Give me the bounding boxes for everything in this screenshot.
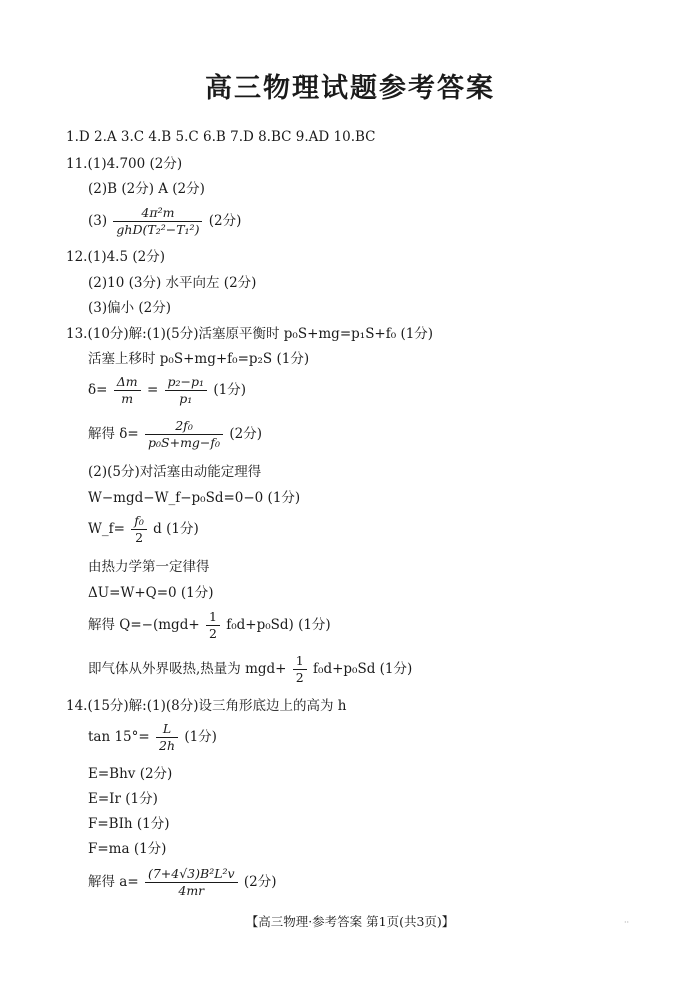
- q11-part3-label: (3): [88, 213, 108, 229]
- delta-result-label: 解得 δ=: [88, 426, 139, 442]
- q13-line-5: (2)(5分)对活塞由动能定理得: [88, 464, 262, 480]
- q-result-fraction: [206, 609, 220, 642]
- heat-conclusion-numerator: 1: [293, 653, 307, 670]
- delta-result-numerator: 2f₀: [145, 418, 223, 435]
- q11-line-3: [88, 205, 241, 238]
- q13-line-4: [88, 418, 262, 451]
- page-title: 高三物理试题参考答案: [205, 73, 495, 104]
- wf-fraction-denominator: 2: [135, 530, 144, 545]
- q11-fraction-denominator: ghD(T₂²−T₁²): [116, 222, 200, 237]
- delta-equals-sign: =: [146, 382, 159, 398]
- q14-line-1: 14.(15分)解:(1)(8分)设三角形底边上的高为 h: [66, 698, 347, 714]
- q11-line-2: (2)B (2分) A (2分): [88, 181, 205, 197]
- tan-fraction-numerator: L: [156, 721, 178, 738]
- delta-result-denominator: p₀S+mg−f₀: [148, 435, 221, 450]
- q13-line-3: [88, 374, 246, 407]
- q13-line-9: ΔU=W+Q=0 (1分): [88, 585, 214, 601]
- q-result-label: 解得 Q=−(mgd+: [88, 617, 200, 633]
- acceleration-score: (2分): [243, 874, 277, 890]
- q14-line-4: E=Ir (1分): [88, 791, 158, 807]
- q-result-numerator: 1: [206, 609, 220, 626]
- q12-line-1: 12.(1)4.5 (2分): [66, 249, 165, 265]
- delta-fraction-1: [114, 374, 141, 407]
- heat-conclusion-denominator: 2: [295, 670, 304, 685]
- q-result-suffix: f₀d+p₀Sd) (1分): [226, 617, 331, 633]
- page-footer: 【高三物理·参考答案 第1页(共3页)】: [245, 914, 455, 929]
- heat-conclusion-fraction: [293, 653, 307, 686]
- tan-score: (1分): [184, 729, 217, 745]
- delta-fraction-1-denominator: m: [121, 391, 134, 406]
- corner-mark: ··: [624, 918, 630, 927]
- heat-conclusion-suffix: f₀d+p₀Sd (1分): [313, 661, 413, 677]
- wf-suffix: d (1分): [153, 521, 199, 537]
- delta-fraction-1-numerator: Δm: [114, 374, 141, 391]
- delta-fraction-2: [165, 374, 208, 407]
- acceleration-label: 解得 a=: [88, 874, 139, 890]
- heat-conclusion-label: 即气体从外界吸热,热量为 mgd+: [88, 661, 287, 677]
- tan-label: tan 15°=: [88, 729, 150, 745]
- q12-line-3: (3)偏小 (2分): [88, 300, 172, 316]
- tan-fraction: [156, 721, 178, 754]
- q13-line-10: [88, 609, 331, 642]
- delta-result-score: (2分): [229, 426, 262, 442]
- q13-line-1: 13.(10分)解:(1)(5分)活塞原平衡时 p₀S+mg=p₁S+f₀ (1分): [66, 326, 434, 342]
- q14-line-5: F=BIh (1分): [88, 816, 170, 832]
- acceleration-fraction: [145, 866, 238, 899]
- acceleration-denominator: 4mr: [178, 883, 205, 898]
- q12-line-2: (2)10 (3分) 水平向左 (2分): [88, 275, 257, 291]
- q14-line-7: [88, 866, 277, 899]
- q14-line-3: E=Bhv (2分): [88, 766, 173, 782]
- q14-line-6: F=ma (1分): [88, 841, 167, 857]
- q13-line-8: 由热力学第一定律得: [88, 559, 210, 575]
- delta-fraction-2-denominator: p₁: [179, 391, 193, 406]
- q13-line-2: 活塞上移时 p₀S+mg+f₀=p₂S (1分): [88, 351, 310, 367]
- acceleration-numerator: (7+4√3)B²L²v: [145, 866, 238, 883]
- wf-fraction: [131, 513, 147, 546]
- delta-definition-score: (1分): [213, 382, 246, 398]
- q13-line-11: [88, 653, 412, 686]
- q11-fraction-numerator: 4π²m: [113, 205, 202, 222]
- choice-answers: 1.D 2.A 3.C 4.B 5.C 6.B 7.D 8.BC 9.AD 10.BC: [66, 129, 376, 145]
- wf-fraction-numerator: f₀: [131, 513, 147, 530]
- q-result-denominator: 2: [208, 626, 217, 641]
- q13-line-6: W−mgd−W_f−p₀Sd=0−0 (1分): [88, 490, 301, 506]
- q14-line-2: [88, 721, 217, 754]
- delta-fraction-2-numerator: p₂−p₁: [165, 374, 208, 391]
- tan-fraction-denominator: 2h: [159, 738, 176, 753]
- q13-line-7: [88, 513, 199, 546]
- delta-result-fraction: [145, 418, 223, 451]
- q11-line-1: 11.(1)4.700 (2分): [66, 156, 183, 172]
- wf-label: W_f=: [88, 521, 125, 537]
- q11-part3-score: (2分): [208, 213, 242, 229]
- delta-definition-label: δ=: [88, 382, 108, 398]
- q11-fraction: [113, 205, 202, 238]
